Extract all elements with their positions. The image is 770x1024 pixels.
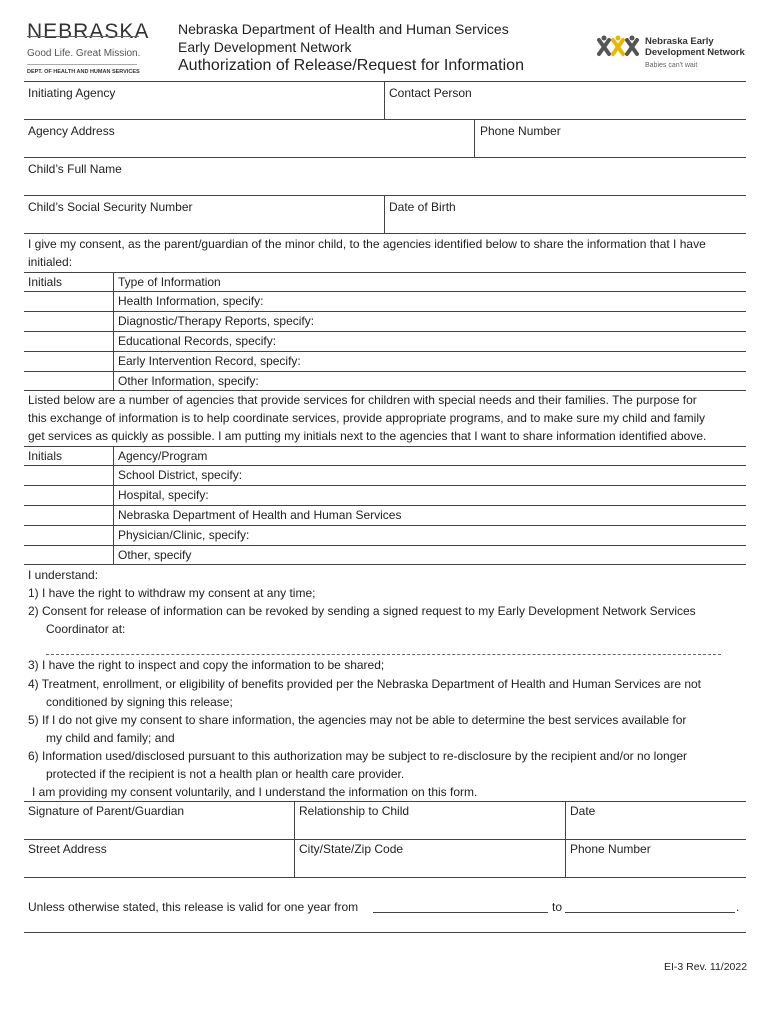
rule: [24, 564, 746, 565]
agency-row-school[interactable]: School District, specify:: [118, 468, 243, 482]
divider: [113, 446, 114, 564]
rule: [24, 331, 746, 332]
understand-item-3: 3) I have the right to inspect and copy the information to be shared;: [28, 658, 385, 672]
agency-col-program: Agency/Program: [118, 449, 208, 463]
understand-item-5-cont: my child and family; and: [46, 731, 175, 745]
rule: [24, 157, 746, 158]
rule: [24, 446, 746, 447]
logo-tagline: Good Life. Great Mission.: [27, 48, 141, 59]
divider: [384, 195, 385, 233]
child-ssn-field[interactable]: Child’s Social Security Number: [28, 200, 193, 214]
rule: [24, 311, 746, 312]
rule: [24, 485, 746, 486]
header-title-line1: Nebraska Department of Health and Human Services: [178, 21, 509, 37]
understand-item-2-cont: Coordinator at:: [46, 622, 126, 636]
validity-text: Unless otherwise stated, this release is valid for one year from: [28, 900, 359, 914]
divider: [113, 272, 114, 390]
rule: [24, 371, 746, 372]
date-of-birth-field[interactable]: Date of Birth: [389, 200, 456, 214]
consent-text-line1: I give my consent, as the parent/guardian of the minor child, to the agencies identified below to share the information that I have: [28, 237, 706, 251]
agency-address-field[interactable]: Agency Address: [28, 124, 115, 138]
info-col-type: Type of Information: [118, 275, 221, 289]
street-address-field[interactable]: Street Address: [28, 842, 107, 856]
city-state-zip-field[interactable]: City/State/Zip Code: [299, 842, 404, 856]
info-row-diagnostic[interactable]: Diagnostic/Therapy Reports, specify:: [118, 314, 315, 328]
validity-to: to: [552, 900, 563, 914]
children-figures-icon: [596, 35, 642, 59]
phone-number-field[interactable]: Phone Number: [480, 124, 561, 138]
rule: [24, 877, 746, 878]
rule: [24, 272, 746, 273]
info-row-early-intervention[interactable]: Early Intervention Record, specify:: [118, 354, 301, 368]
agency-row-physician[interactable]: Physician/Clinic, specify:: [118, 528, 250, 542]
divider: [474, 119, 475, 157]
understand-item-6-cont: protected if the recipient is not a health plan or health care provider.: [46, 767, 405, 781]
rule: [24, 351, 746, 352]
logo-rule: [27, 64, 137, 65]
rule: [24, 505, 746, 506]
agencies-text-line3: get services as quickly as possible. I am putting my initials next to the agencies that I want to share information identified above.: [28, 429, 707, 443]
logo-dept: DEPT. OF HEALTH AND HUMAN SERVICES: [27, 69, 140, 75]
initiating-agency-field[interactable]: Initiating Agency: [28, 86, 116, 100]
divider: [294, 801, 295, 877]
edn-logo-line2: Development Network: [645, 47, 745, 58]
relationship-field[interactable]: Relationship to Child: [299, 804, 410, 818]
logo-wordmark: NEBRASKA: [27, 20, 150, 43]
info-row-other[interactable]: Other Information, specify:: [118, 374, 259, 388]
rule: [24, 932, 746, 933]
edn-logo-line1: Nebraska Early: [645, 36, 714, 47]
divider: [565, 801, 566, 877]
rule: [24, 801, 746, 802]
understand-heading: I understand:: [28, 568, 99, 582]
understand-item-5: 5) If I do not give my consent to share information, the agencies may not be able to determine the best services available for: [28, 713, 687, 727]
info-row-health[interactable]: Health Information, specify:: [118, 294, 264, 308]
valid-to-blank[interactable]: [565, 912, 735, 913]
understand-item-2: 2) Consent for release of information can be revoked by sending a signed request to my Early Development Network Services: [28, 604, 696, 618]
understand-item-4: 4) Treatment, enrollment, or eligibility of benefits provided per the Nebraska Department of Health and Human Services are not: [28, 677, 702, 691]
validity-period: .: [736, 900, 740, 914]
consent-text-line2: initialed:: [28, 255, 73, 269]
rule: [24, 81, 746, 82]
agencies-text-line1: Listed below are a number of agencies that provide services for children with special needs and their families. The purpose for: [28, 393, 697, 407]
coordinator-address-line[interactable]: [46, 654, 721, 655]
agencies-text-line2: this exchange of information is to help coordinate services, provide appropriate programs, and to make sure my child and family: [28, 411, 706, 425]
signature-field[interactable]: Signature of Parent/Guardian: [28, 804, 185, 818]
info-row-educational[interactable]: Educational Records, specify:: [118, 334, 277, 348]
contact-person-field[interactable]: Contact Person: [389, 86, 472, 100]
phone-field[interactable]: Phone Number: [570, 842, 651, 856]
rule: [24, 525, 746, 526]
form-revision: EI-3 Rev. 11/2022: [664, 961, 748, 973]
rule: [24, 195, 746, 196]
header-title-line2: Early Development Network: [178, 39, 352, 55]
rule: [24, 291, 746, 292]
understand-item-1: 1) I have the right to withdraw my consent at any time;: [28, 586, 316, 600]
understand-item-6: 6) Information used/disclosed pursuant to this authorization may be subject to re-disclosure by the recipient and/or no longer: [28, 749, 688, 763]
divider: [384, 81, 385, 119]
valid-from-blank[interactable]: [373, 912, 548, 913]
understand-item-4-cont: conditioned by signing this release;: [46, 695, 233, 709]
agency-row-hospital[interactable]: Hospital, specify:: [118, 488, 209, 502]
rule: [24, 465, 746, 466]
agency-row-other[interactable]: Other, specify: [118, 548, 192, 562]
page-title: Authorization of Release/Request for Information: [178, 57, 524, 74]
logo-wordmark-rule: [27, 36, 139, 37]
voluntary-statement: I am providing my consent voluntarily, and I understand the information on this form.: [32, 785, 478, 799]
child-full-name-field[interactable]: Child’s Full Name: [28, 162, 122, 176]
date-field[interactable]: Date: [570, 804, 596, 818]
agency-col-initials: Initials: [28, 449, 63, 463]
rule: [24, 119, 746, 120]
agency-row-dhhs[interactable]: Nebraska Department of Health and Human Services: [118, 508, 402, 522]
rule: [24, 545, 746, 546]
rule: [24, 839, 746, 840]
edn-logo-tagline: Babies can't wait: [645, 62, 698, 69]
info-col-initials: Initials: [28, 275, 63, 289]
rule: [24, 233, 746, 234]
